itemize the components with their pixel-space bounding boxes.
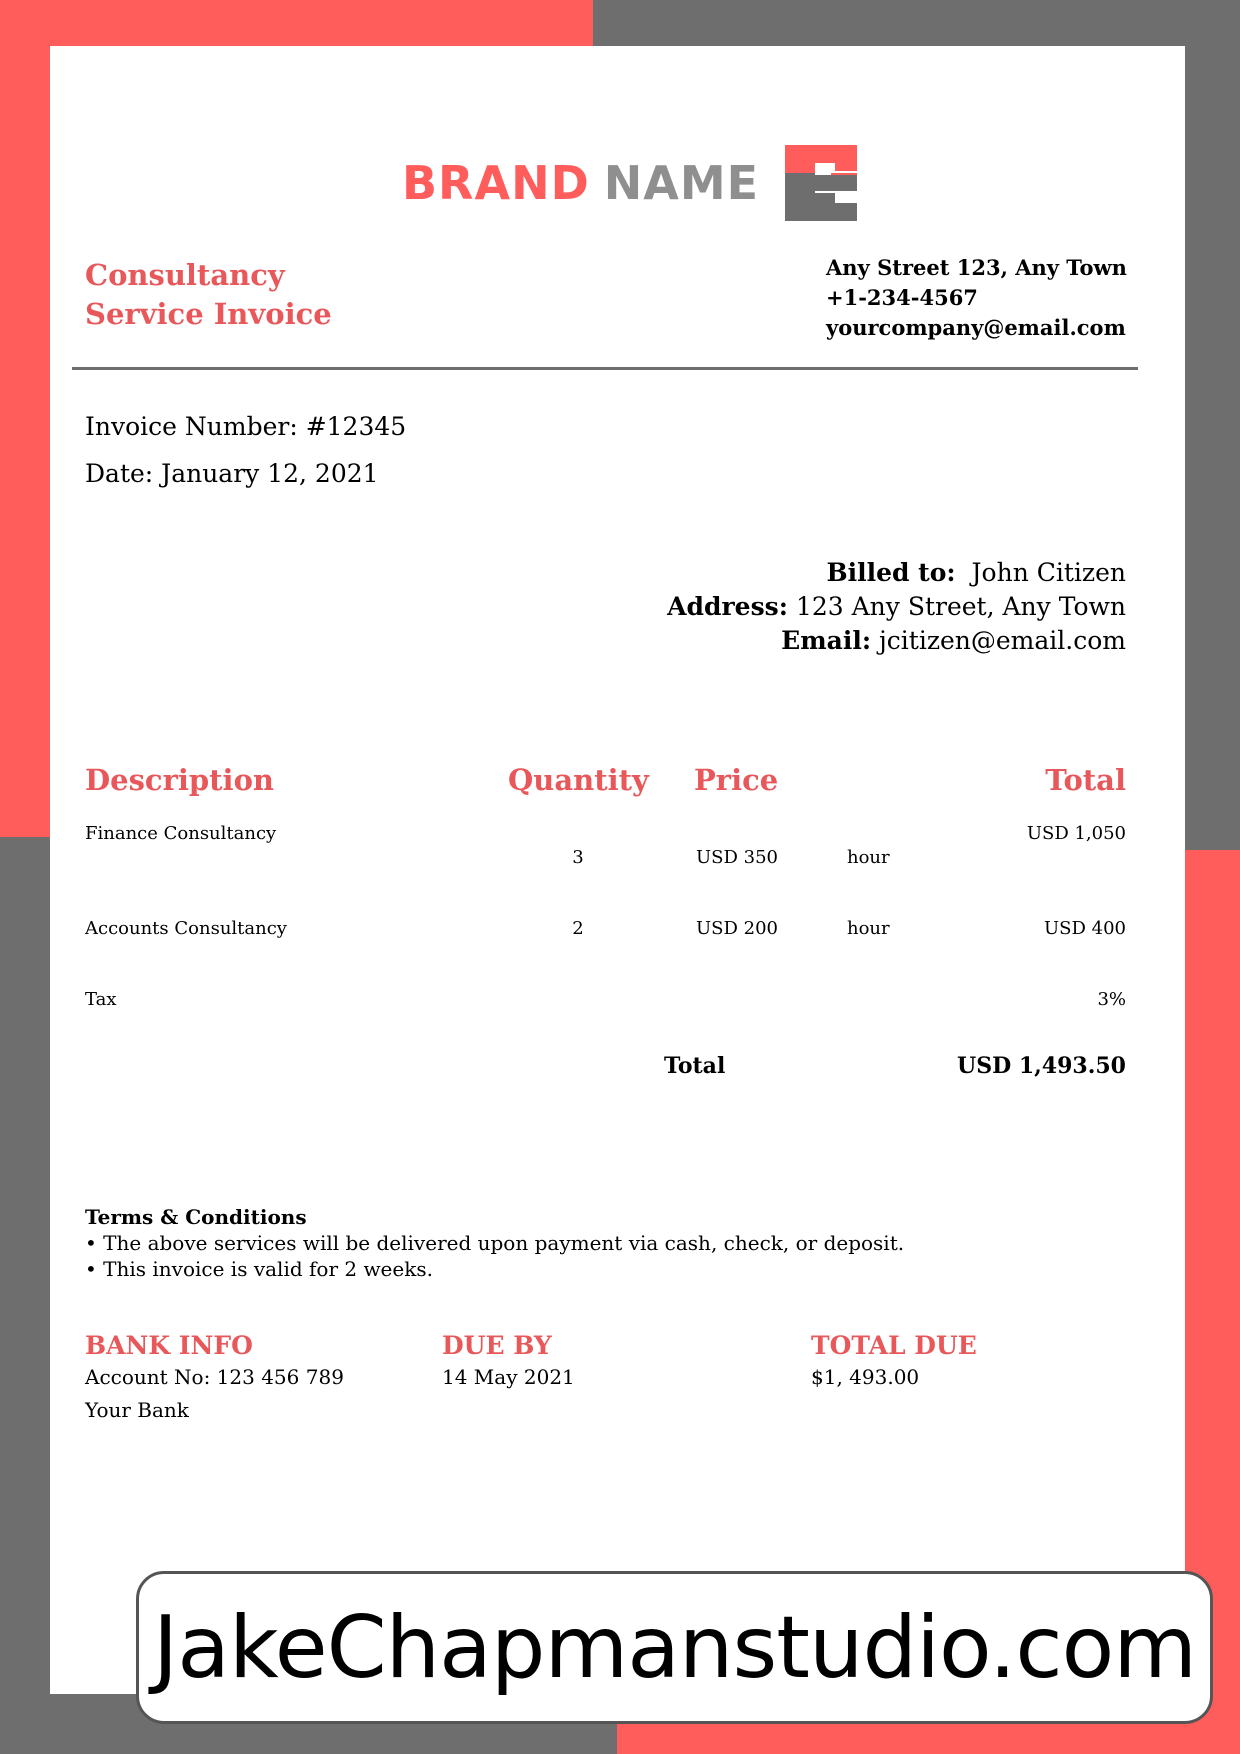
invoice-date-line <box>85 450 406 497</box>
invoice-title-line-2: Service Invoice <box>85 297 332 331</box>
stylized-e-logo-icon <box>779 141 863 225</box>
tax-value: 3% <box>1097 989 1126 1010</box>
terms-item-2: • This invoice is valid for 2 weeks. <box>85 1257 433 1281</box>
billing-email-line <box>667 624 1126 658</box>
row-2-description: Accounts Consultancy <box>85 918 287 939</box>
brand-word-1: BRAND <box>402 156 590 210</box>
invoice-number: #12345 <box>305 412 407 441</box>
row-1-price: USD 350 <box>696 847 779 868</box>
billing-email-label: Email: <box>781 626 872 655</box>
row-2-total: USD 400 <box>1043 918 1126 939</box>
brand-logo <box>402 138 863 228</box>
billed-to-name: John Citizen <box>971 558 1126 587</box>
company-email: yourcompany@email.com <box>826 315 1126 340</box>
brand-word-2: NAME <box>603 156 760 210</box>
company-address: Any Street 123, Any Town <box>826 255 1127 280</box>
company-phone: +1-234-4567 <box>826 285 978 310</box>
header-price: Price <box>694 763 779 797</box>
brand-name <box>402 156 759 210</box>
tax-label: Tax <box>85 989 117 1010</box>
due-date: 14 May 2021 <box>442 1365 575 1389</box>
invoice-date-label: Date: <box>85 459 154 488</box>
header-description: Description <box>85 763 274 797</box>
row-2-price: USD 200 <box>696 918 779 939</box>
total-due-value: $1, 493.00 <box>811 1365 920 1389</box>
row-1-description: Finance Consultancy <box>85 823 277 844</box>
row-1-unit: hour <box>847 847 890 868</box>
invoice-number-label: Invoice Number: <box>85 412 298 441</box>
row-2-unit: hour <box>847 918 890 939</box>
billed-to-label: Billed to: <box>826 558 956 587</box>
grand-total-label: Total <box>664 1053 726 1079</box>
billing-address-label: Address: <box>667 592 788 621</box>
row-1-quantity: 3 <box>572 847 584 868</box>
due-by-heading: DUE BY <box>442 1331 552 1360</box>
company-info <box>826 253 1127 343</box>
watermark-text: JakeChapmanstudio.com <box>152 1597 1197 1698</box>
terms-heading: Terms & Conditions <box>85 1205 307 1229</box>
invoice-page <box>50 46 1185 1694</box>
invoice-title-line-1: Consultancy <box>85 258 285 292</box>
bank-name: Your Bank <box>85 1398 189 1422</box>
row-2-quantity: 2 <box>572 918 584 939</box>
bank-account: Account No: 123 456 789 <box>85 1365 344 1389</box>
total-due-heading: TOTAL DUE <box>811 1331 977 1360</box>
bank-info-heading: BANK INFO <box>85 1331 253 1360</box>
billing-address-line <box>667 590 1126 624</box>
header-total: Total <box>1045 763 1126 797</box>
billed-to-line <box>667 556 1126 590</box>
terms-and-conditions <box>85 1204 904 1282</box>
terms-item-1: • The above services will be delivered upon payment via cash, check, or deposit. <box>85 1231 905 1255</box>
invoice-title <box>85 256 332 334</box>
billing-address: 123 Any Street, Any Town <box>795 592 1126 621</box>
invoice-date: January 12, 2021 <box>161 459 379 488</box>
row-1-total: USD 1,050 <box>1026 823 1126 844</box>
billing-email: jcitizen@email.com <box>879 626 1126 655</box>
header-quantity: Quantity <box>508 763 649 797</box>
header-divider <box>72 367 1138 370</box>
billing-info <box>667 556 1126 658</box>
watermark-banner <box>136 1571 1213 1724</box>
grand-total-value: USD 1,493.50 <box>957 1053 1126 1079</box>
invoice-meta <box>85 403 406 497</box>
invoice-number-line <box>85 403 406 450</box>
